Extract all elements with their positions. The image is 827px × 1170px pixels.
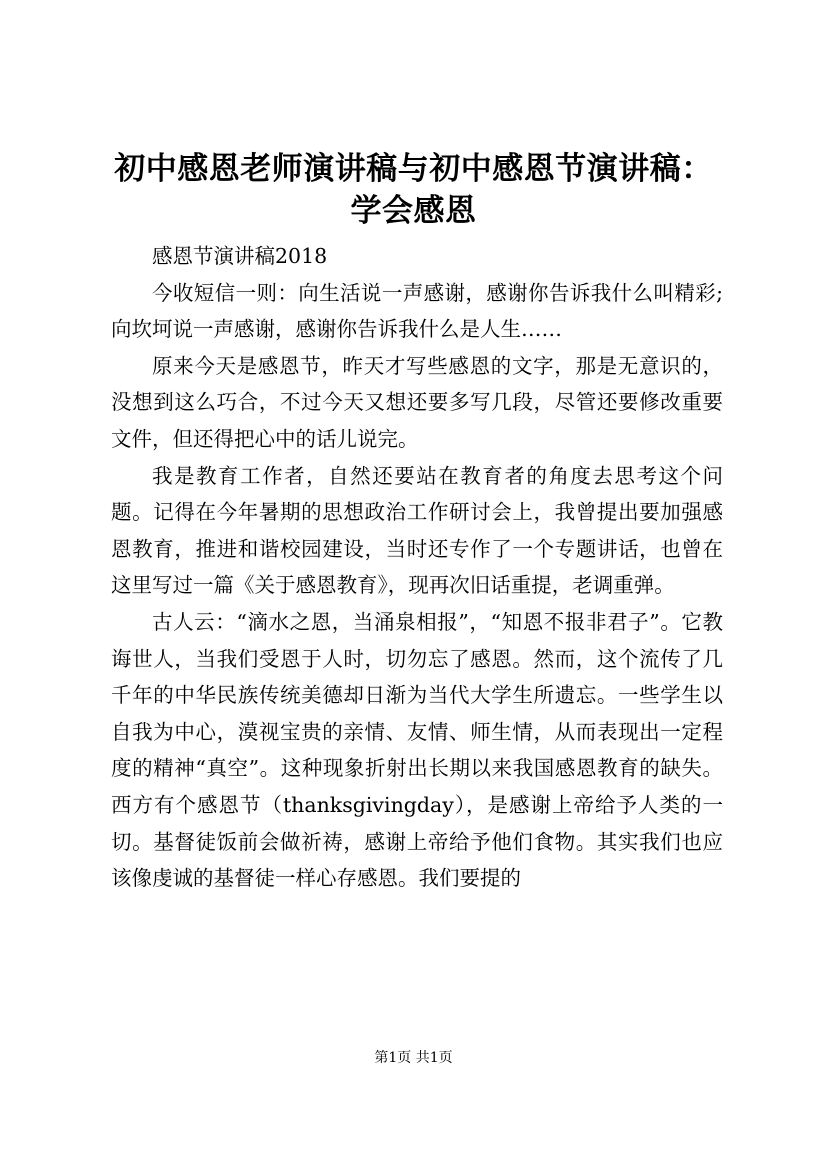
- paragraph: 今收短信一则：向生活说一声感谢，感谢你告诉我什么叫精彩;向坎坷说一声感谢，感谢你告诉我什么是人生……: [111, 280, 723, 342]
- page-footer: 第1页 共1页: [374, 1050, 453, 1066]
- paragraph: 古人云：“滴水之恩，当涌泉相报”，“知恩不报非君子”。它教诲世人，当我们受恩于人时，切勿忘了感恩。然而，这个流传了几千年的中华民族传统美德却日渐为当代大学生所遗忘。一些学生以自我为中心，漠视宝贵的亲情、友情、师生情，从而表现出一定程度的精神“真空”。这种现象折射出长期以来我国感恩教育的缺失。西方有个感恩节（thanksgivingday），是感谢上帝给予人类的一切。基督徒饭前会做祈祷，感谢上帝给予他们食物。其实我们也应该像虔诚的基督徒一样心存感恩。我们要提的: [111, 609, 723, 891]
- document-title: 初中感恩老师演讲稿与初中感恩节演讲稿：学会感恩: [114, 151, 713, 229]
- paragraph: 我是教育工作者，自然还要站在教育者的角度去思考这个问题。记得在今年暑期的思想政治工作研讨会上，我曾提出要加强感恩教育，推进和谐校园建设，当时还专作了一个专题讲话，也曾在这里写过一篇《关于感恩教育》，现再次旧话重提，老调重弹。: [111, 463, 723, 598]
- paragraph: 原来今天是感恩节，昨天才写些感恩的文字，那是无意识的，没想到这么巧合，不过今天又想还要多写几段，尽管还要修改重要文件，但还得把心中的话儿说完。: [111, 353, 723, 451]
- document-body: [111, 238, 723, 897]
- paragraph-subtitle: 感恩节演讲稿2018: [152, 244, 328, 268]
